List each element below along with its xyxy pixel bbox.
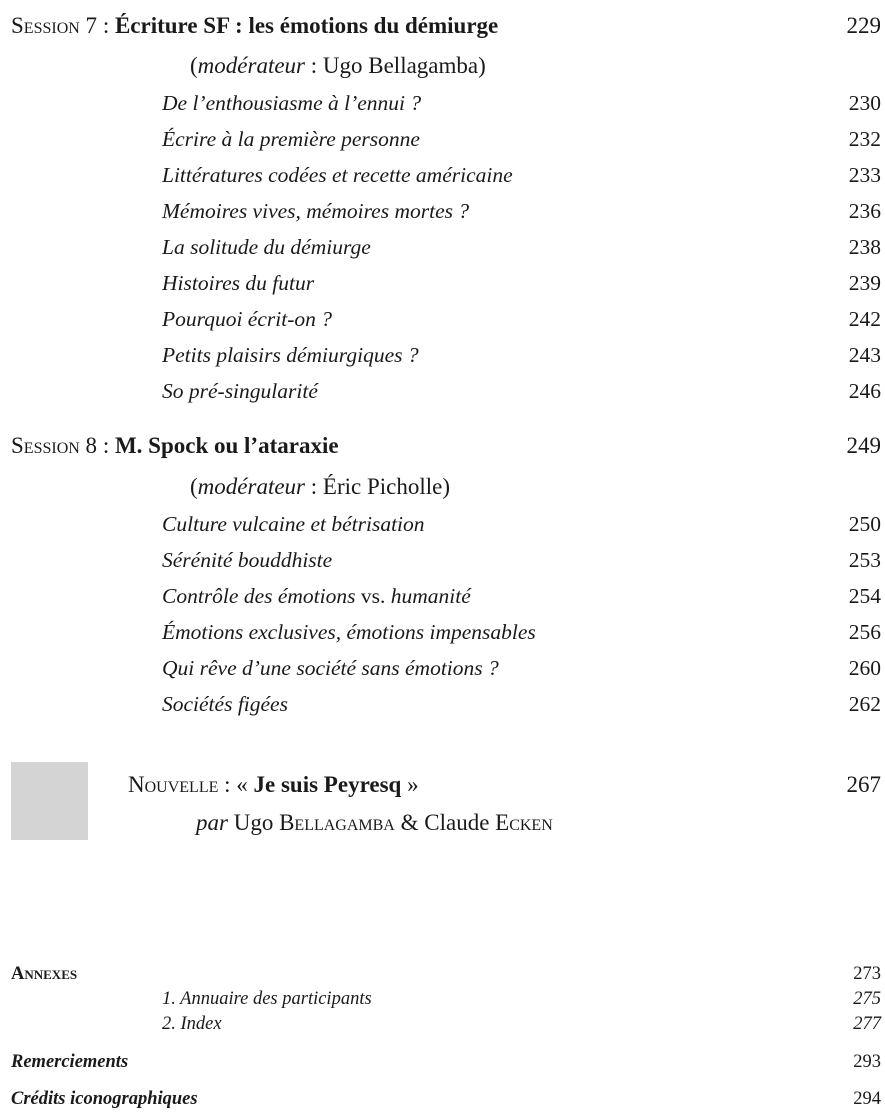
session-7-page: 229 [846, 13, 881, 38]
moderator-sep: : [305, 53, 323, 78]
toc-entry-title: Émotions exclusives, émotions impensables [162, 620, 536, 644]
quote-close: » [401, 772, 419, 797]
credits-page: 294 [853, 1089, 881, 1109]
toc-entry-title-c: humanité [390, 584, 471, 608]
toc-entry-page: 262 [848, 692, 881, 716]
session-8-page: 249 [846, 433, 881, 458]
toc-entry-title: So pré-singularité [162, 379, 318, 403]
toc-entry-title: Histoires du futur [162, 271, 315, 295]
session-8-prefix: Session 8 [11, 433, 98, 458]
annex-item-page: 275 [853, 989, 881, 1009]
moderator-name: Ugo Bellagamba [322, 53, 479, 78]
author-1-last: Bellagamba [279, 810, 395, 835]
ampersand: & [400, 810, 419, 835]
toc-entry-page: 238 [848, 235, 881, 259]
toc-entry-title: Littératures codées et recette américaine [162, 163, 513, 187]
annexes-title: Annexes [11, 964, 78, 984]
toc-entry-page: 239 [848, 271, 881, 295]
toc-entry-page: 253 [848, 548, 881, 572]
toc-entry-title: La solitude du démiurge [162, 235, 371, 259]
annex-item-page: 277 [853, 1014, 881, 1034]
toc-entry-title: Sociétés figées [162, 692, 288, 716]
toc-entry-page: 242 [848, 307, 881, 331]
paren-open: ( [190, 474, 198, 499]
toc-entry-page: 246 [848, 379, 881, 403]
toc-entry-title: Petits plaisirs démiurgiques ? [162, 343, 419, 367]
remerciements-page: 293 [853, 1052, 881, 1072]
toc-entry-title: Mémoires vives, mémoires mortes ? [162, 199, 470, 223]
toc-entry-title-a: Contrôle des émotions [162, 584, 356, 608]
paren-open: ( [190, 53, 198, 78]
decorative-grey-box [11, 762, 88, 840]
author-2-first: Claude [424, 810, 490, 835]
nouvelle-colon: : [218, 772, 237, 797]
moderator-label: modérateur [197, 474, 305, 499]
toc-entry-page: 256 [848, 620, 881, 644]
toc-entry-page: 243 [848, 343, 881, 367]
author-2-last: Ecken [495, 810, 553, 835]
session-8-title: M. Spock ou l’ataraxie [114, 433, 339, 458]
toc-entry-title: De l’enthousiasme à l’ennui ? [162, 91, 422, 115]
toc-entry-page: 233 [848, 163, 881, 187]
toc-entry-title: Écrire à la première personne [162, 127, 420, 151]
annexes-page: 273 [853, 964, 881, 984]
toc-entry-title: Culture vulcaine et bétrisation [162, 512, 425, 536]
author-1-first: Ugo [233, 810, 274, 835]
nouvelle-prefix: Nouvelle [128, 772, 219, 797]
moderator-name: Éric Picholle [322, 474, 443, 499]
paren-close: ) [478, 53, 486, 78]
toc-entry-title: Pourquoi écrit-on ? [162, 307, 332, 331]
toc-entry-page: 232 [848, 127, 881, 151]
toc-entry-page: 250 [848, 512, 881, 536]
session-8-colon: : [97, 433, 115, 458]
session-7-title: Écriture SF : les émotions du démiurge [114, 13, 499, 38]
nouvelle-page: 267 [846, 772, 881, 797]
toc-entry-title: Sérénité bouddhiste [162, 548, 333, 572]
credits-title: Crédits iconographiques [11, 1089, 198, 1109]
toc-entry-page: 236 [848, 199, 881, 223]
toc-entry-title-vs: vs. [355, 584, 391, 608]
session-7-prefix: Session 7 [11, 13, 98, 38]
toc-entry-page: 260 [848, 656, 881, 680]
remerciements-title: Remerciements [11, 1052, 129, 1072]
par-label: par [196, 810, 228, 835]
moderator-sep: : [305, 474, 323, 499]
moderator-label: modérateur [197, 53, 305, 78]
nouvelle-title: Je suis Peyresq [253, 772, 402, 797]
toc-entry-title: Qui rêve d’une société sans émotions ? [162, 656, 499, 680]
annex-item-title: 2. Index [162, 1014, 222, 1034]
toc-entry-page: 254 [848, 584, 881, 608]
quote-open: « [236, 772, 254, 797]
annex-item-title: 1. Annuaire des participants [162, 989, 372, 1009]
toc-entry-page: 230 [848, 91, 881, 115]
session-7-colon: : [97, 13, 115, 38]
toc-entry-title [162, 584, 471, 609]
paren-close: ) [442, 474, 450, 499]
